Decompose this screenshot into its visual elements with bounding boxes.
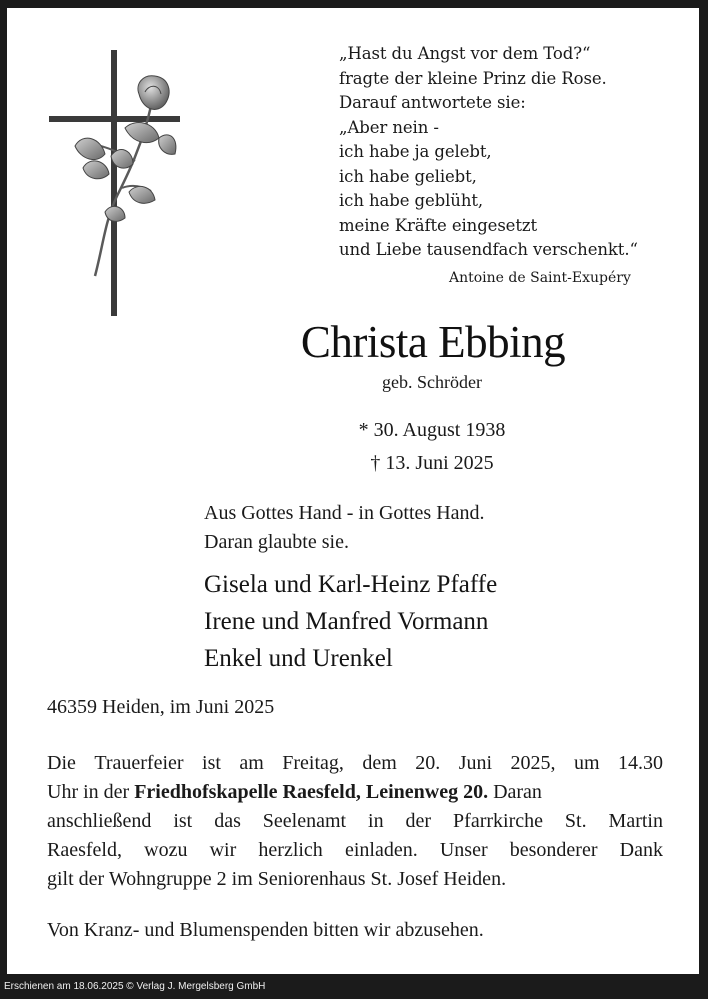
service-text: Uhr in der — [47, 781, 135, 803]
word: Seelenamt — [262, 810, 347, 832]
service-line — [47, 807, 663, 836]
closing-note: Von Kranz- und Blumenspenden bitten wir abzusehen. — [47, 919, 484, 941]
service-text: Daran — [488, 781, 542, 803]
quote-block — [339, 42, 694, 263]
word: dem — [362, 752, 397, 774]
word: am — [239, 752, 264, 774]
word: 14.30 — [617, 752, 663, 774]
quote-line: und Liebe tausendfach verschenkt.“ — [339, 240, 638, 259]
word: ist — [202, 752, 221, 774]
word: einladen. — [344, 839, 418, 861]
word: ist — [173, 810, 193, 832]
mourner-entry: Enkel und Urenkel — [204, 645, 393, 672]
word: Martin — [608, 810, 663, 832]
word: Freitag, — [282, 752, 344, 774]
obituary-card — [7, 8, 699, 974]
quote-author: Antoine de Saint-Exupéry — [449, 270, 631, 286]
service-notice — [47, 749, 663, 894]
quote-line: meine Kräfte eingesetzt — [339, 215, 538, 235]
quote-line: ich habe geblüht, — [339, 191, 484, 210]
motto-line: Daran glaubte sie. — [204, 531, 349, 553]
quote-line: Darauf antwortete sie: — [339, 93, 526, 112]
word: Dank — [619, 839, 663, 861]
quote-line: „Hast du Angst vor dem Tod?“ — [339, 44, 591, 63]
word: der — [405, 810, 432, 832]
quote-line: „Aber nein - — [339, 117, 439, 137]
mourners-list — [204, 566, 497, 677]
footer-credit: Erschienen am 18.06.2025 © Verlag J. Mergelsberg GmbH — [4, 981, 266, 992]
service-text: gilt der Wohngruppe 2 im Seniorenhaus St. Josef Heiden. — [47, 868, 507, 890]
birth-name: geb. Schröder — [382, 372, 482, 392]
word: 2025, — [510, 752, 556, 774]
word: Trauerfeier — [94, 752, 184, 774]
footer-bar — [0, 976, 708, 999]
death-date: † 13. Juni 2025 — [370, 452, 494, 474]
mourner-entry: Gisela und Karl-Heinz Pfaffe — [204, 571, 498, 598]
place-date: 46359 Heiden, im Juni 2025 — [47, 696, 275, 718]
quote-line: ich habe geliebt, — [339, 166, 477, 186]
motto-block — [204, 499, 485, 557]
word: anschließend — [47, 810, 152, 832]
word: Die — [47, 752, 76, 774]
mourner-entry: Irene und Manfred Vormann — [204, 608, 489, 635]
word: herzlich — [258, 839, 323, 861]
deceased-name: Christa Ebbing — [300, 317, 566, 367]
word: besonderer — [509, 839, 598, 861]
service-location: Friedhofskapelle Raesfeld, Leinenweg 20. — [134, 781, 489, 803]
service-line — [47, 778, 663, 807]
word: Unser — [439, 839, 488, 861]
word: um — [573, 752, 600, 774]
word: wir — [209, 839, 237, 861]
word: St. — [564, 810, 587, 832]
quote-line: fragte der kleine Prinz die Rose. — [339, 68, 607, 88]
service-line — [47, 865, 663, 894]
cross-with-rose-icon — [47, 46, 187, 321]
birth-date: * 30. August 1938 — [358, 419, 506, 441]
word: wozu — [144, 839, 188, 861]
word: 20. — [415, 752, 441, 774]
word: Juni — [458, 752, 493, 774]
service-line — [47, 836, 663, 865]
word: das — [214, 810, 241, 832]
service-line — [47, 749, 663, 778]
word: in — [368, 810, 384, 832]
motto-line: Aus Gottes Hand - in Gottes Hand. — [204, 502, 485, 524]
word: Raesfeld, — [47, 839, 122, 861]
quote-line: ich habe ja gelebt, — [339, 142, 492, 161]
word: Pfarrkirche — [453, 810, 543, 832]
